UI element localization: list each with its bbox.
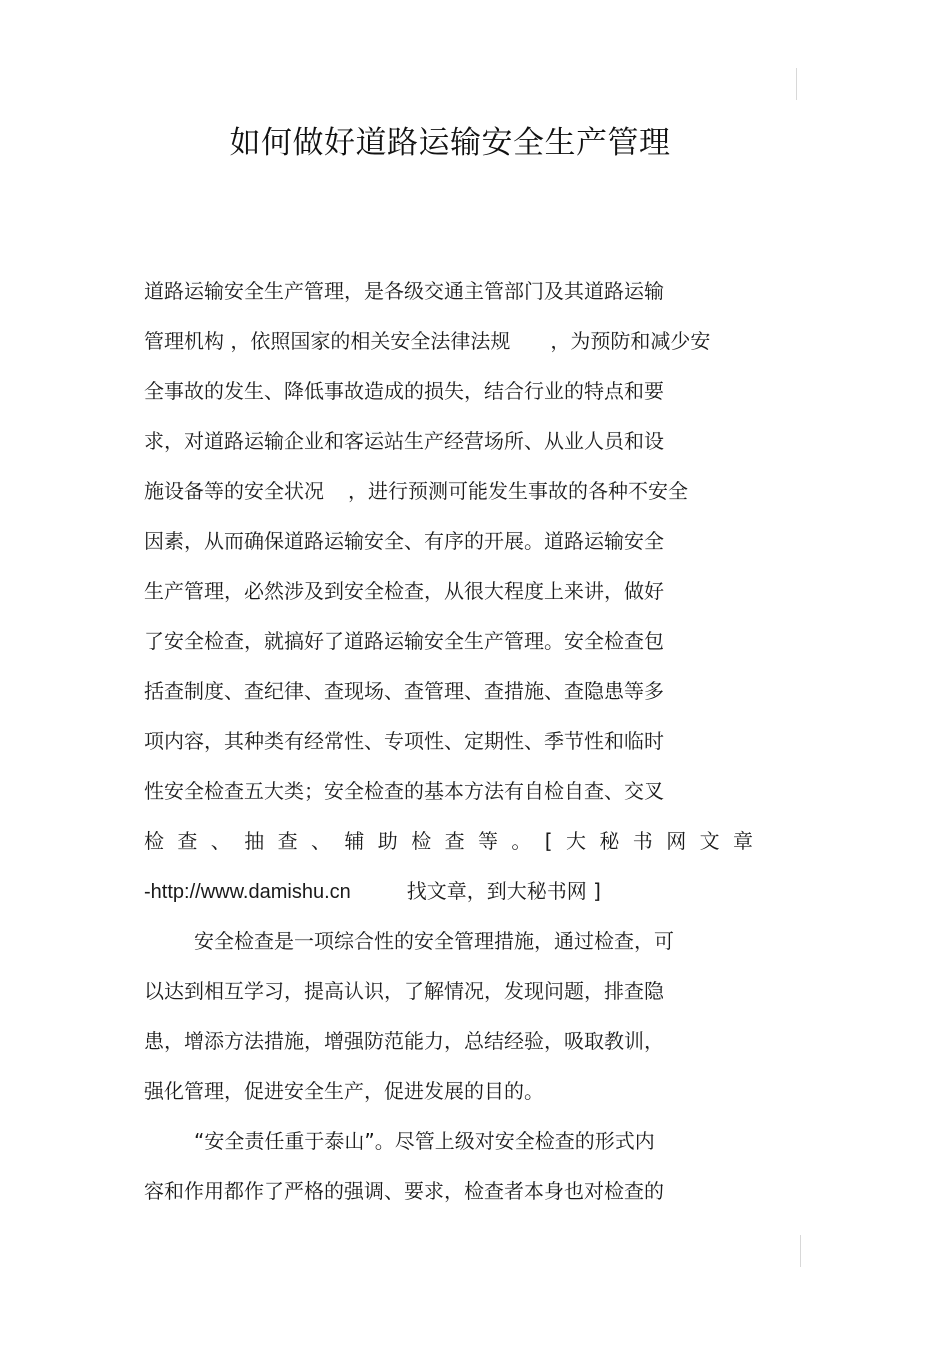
text-line: 项内容，其种类有经常性、专项性、定期性、季节性和临时 xyxy=(144,729,664,753)
text-line: 患，增添方法措施，增强防范能力，总结经验，吸取教训， xyxy=(144,1029,664,1053)
page-edge-mark-top xyxy=(796,68,797,100)
text-line xyxy=(144,876,601,906)
text-line: 性安全检查五大类；安全检查的基本方法有自检自查、交叉 xyxy=(144,779,664,803)
text-line xyxy=(144,476,688,506)
text-segment: ，为预防和减少安 xyxy=(550,329,711,353)
text-line: 生产管理，必然涉及到安全检查，从很大程度上来讲，做好 xyxy=(144,579,664,603)
text-line: 求，对道路运输企业和客运站生产经营场所、从业人员和设 xyxy=(144,429,664,453)
text-line: 检查、抽查、辅助检查等。[大秘书网文章 xyxy=(144,829,767,853)
text-segment: ，进行预测可能发生事故的各种不安全 xyxy=(348,479,688,503)
text-line xyxy=(144,326,710,356)
text-segment: 施设备等的安全状况 xyxy=(144,479,324,503)
document-title: 如何做好道路运输安全生产管理 xyxy=(229,125,671,161)
text-segment: 找文章，到大秘书网 ] xyxy=(406,879,601,903)
text-line: 因素，从而确保道路运输安全、有序的开展。道路运输安全 xyxy=(144,529,664,553)
text-line: 容和作用都作了严格的强调、要求，检查者本身也对检查的 xyxy=(144,1179,664,1203)
text-line: 道路运输安全生产管理，是各级交通主管部门及其道路运输 xyxy=(144,279,664,303)
text-line: 安全检查是一项综合性的安全管理措施，通过检查，可 xyxy=(194,929,674,953)
text-line: 了安全检查，就搞好了道路运输安全生产管理。安全检查包 xyxy=(144,629,664,653)
text-line: 全事故的发生、降低事故造成的损失，结合行业的特点和要 xyxy=(144,379,664,403)
text-segment: 管理机构 ，依照国家的相关安全法律法规 xyxy=(144,329,511,353)
text-line: “安全责任重于泰山”。尽管上级对安全检查的形式内 xyxy=(194,1129,655,1153)
source-url: -http://www.damishu.cn xyxy=(144,881,351,903)
text-line: 括查制度、查纪律、查现场、查管理、查措施、查隐患等多 xyxy=(144,679,664,703)
text-line: 以达到相互学习，提高认识，了解情况，发现问题，排查隐 xyxy=(144,979,664,1003)
text-line: 强化管理，促进安全生产，促进发展的目的。 xyxy=(144,1079,544,1103)
page-edge-mark-bottom xyxy=(800,1235,801,1267)
